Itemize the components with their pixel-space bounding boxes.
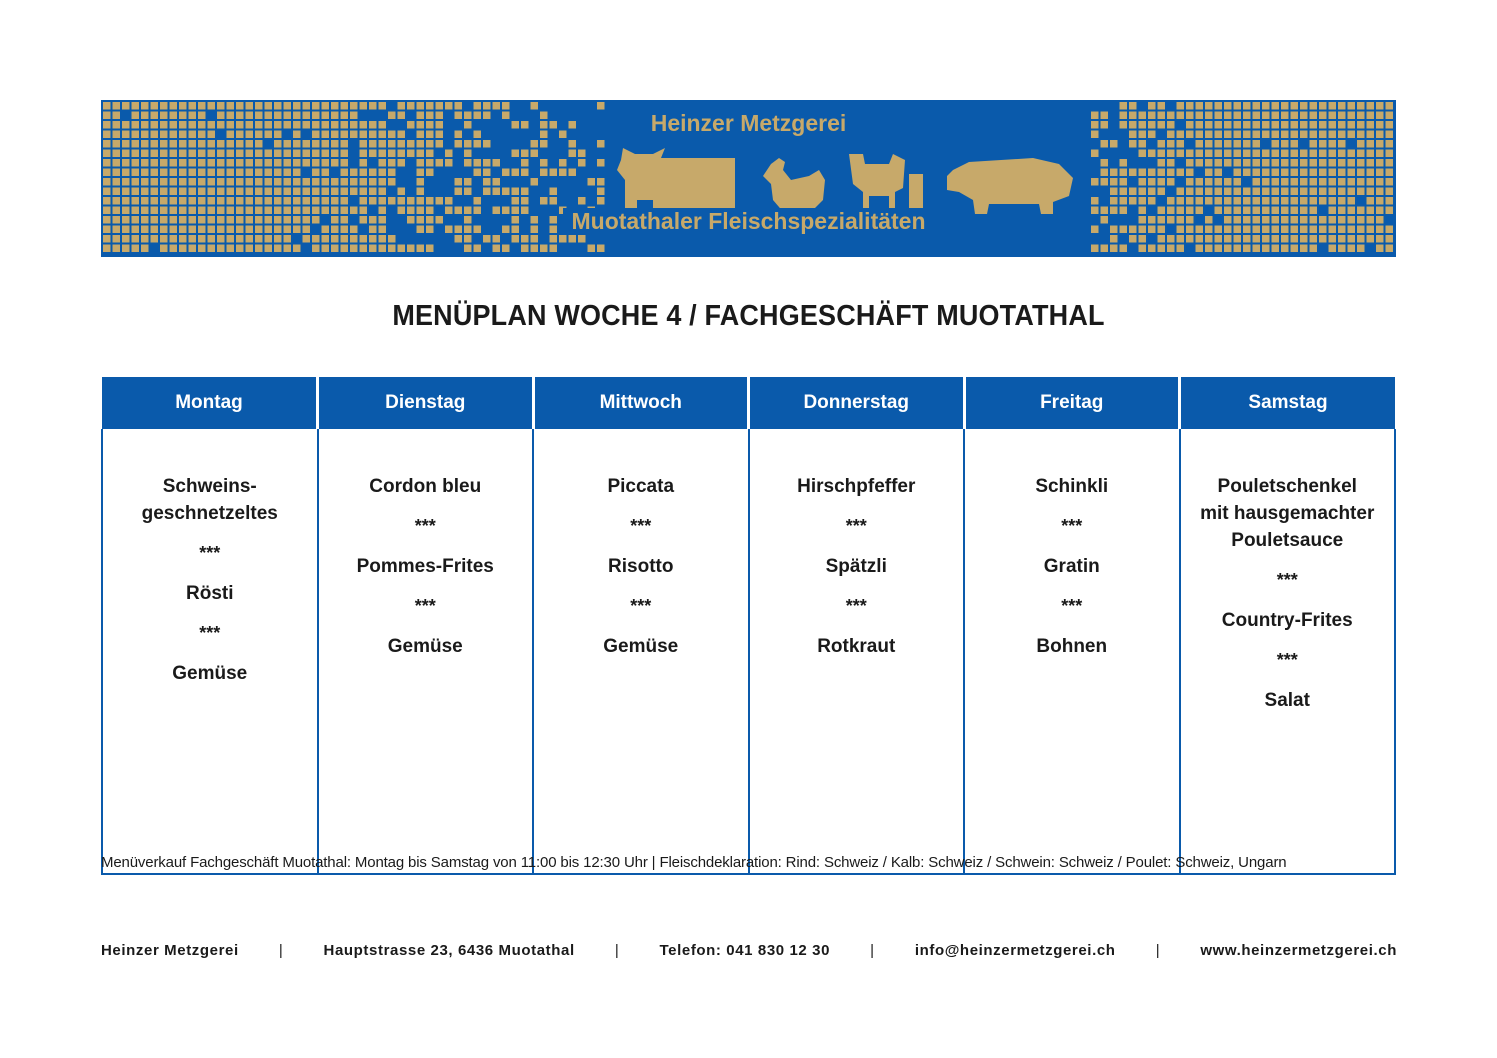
dish-item: Pommes-Frites <box>356 556 494 577</box>
dish-item: Schweins- geschnetzeltes <box>141 476 278 524</box>
separator: *** <box>414 516 436 536</box>
dish-item: Spätzli <box>825 556 887 577</box>
footer-web[interactable]: www.heinzermetzgerei.ch <box>1200 942 1397 959</box>
rooster-icon <box>763 158 825 214</box>
day-header: Donnerstag <box>749 377 965 429</box>
dish-item: Cordon bleu <box>369 476 482 497</box>
dish-item: Hirschpfeffer <box>797 476 916 497</box>
day-menu <box>1180 429 1396 874</box>
day-header: Freitag <box>964 377 1180 429</box>
dish-item: Gemüse <box>387 636 463 657</box>
separator: *** <box>199 623 221 643</box>
day-menu <box>102 429 318 874</box>
day-header: Dienstag <box>318 377 534 429</box>
day-menu <box>533 429 749 874</box>
day-menu <box>964 429 1180 874</box>
dish-item: Gemüse <box>172 663 248 684</box>
day-header: Samstag <box>1180 377 1396 429</box>
banner-tagline: Muotathaler Fleischspezialitäten <box>101 208 1396 235</box>
footer-phone: Telefon: 041 830 12 30 <box>659 942 831 959</box>
footer-divider: | <box>614 942 620 959</box>
separator: *** <box>630 516 652 536</box>
footer-address: Hauptstrasse 23, 6436 Muotathal <box>323 942 575 959</box>
separator: *** <box>630 596 652 616</box>
separator: *** <box>199 543 221 563</box>
dish-item: Country-Frites <box>1221 610 1353 631</box>
dish-item: Rotkraut <box>817 636 896 657</box>
separator: *** <box>845 516 867 536</box>
day-header: Mittwoch <box>533 377 749 429</box>
dish-item: Risotto <box>608 556 674 577</box>
day-header: Montag <box>102 377 318 429</box>
pig-icon <box>947 158 1073 214</box>
dish-item: Rösti <box>186 583 234 604</box>
dish-item: Gratin <box>1043 556 1100 577</box>
dish-item: Schinkli <box>1035 476 1109 497</box>
menu-table <box>101 377 1396 875</box>
dish-item: Salat <box>1264 690 1310 711</box>
footer-email[interactable]: info@heinzermetzgerei.ch <box>914 942 1116 959</box>
separator: *** <box>1276 570 1298 590</box>
dish-item: Pouletschenkel mit hausgemachter Pouletsauce <box>1200 476 1375 551</box>
brand-name: Heinzer Metzgerei <box>641 110 857 136</box>
separator: *** <box>1061 516 1083 536</box>
footer-divider: | <box>870 942 875 959</box>
day-menu <box>749 429 965 874</box>
separator: *** <box>414 596 436 616</box>
cow-icon <box>617 148 735 214</box>
day-menu <box>318 429 534 874</box>
dish-row <box>102 429 1395 874</box>
day-header-row <box>102 377 1395 429</box>
banner <box>101 100 1396 257</box>
separator: *** <box>1061 596 1083 616</box>
info-note: Menüverkauf Fachgeschäft Muotathal: Montag bis Samstag von 11:00 bis 12:30 Uhr | Fleischdeklaration: Rind: Schweiz / Kalb: Schweiz / Schwein: Schweiz / Poulet: Schweiz, Ungarn <box>101 854 1287 871</box>
separator: *** <box>1276 650 1298 670</box>
footer <box>101 942 1397 959</box>
dish-item: Bohnen <box>1036 636 1108 657</box>
footer-divider: | <box>278 942 284 959</box>
dish-item: Gemüse <box>603 636 679 657</box>
banner-brand <box>101 110 1396 137</box>
footer-divider: | <box>1155 942 1161 959</box>
dish-item: Piccata <box>607 476 675 497</box>
separator: *** <box>845 596 867 616</box>
goat-icon <box>849 154 923 214</box>
page-title: MENÜPLAN WOCHE 4 / FACHGESCHÄFT MUOTATHAL <box>392 300 1105 332</box>
footer-company: Heinzer Metzgerei <box>101 942 239 959</box>
